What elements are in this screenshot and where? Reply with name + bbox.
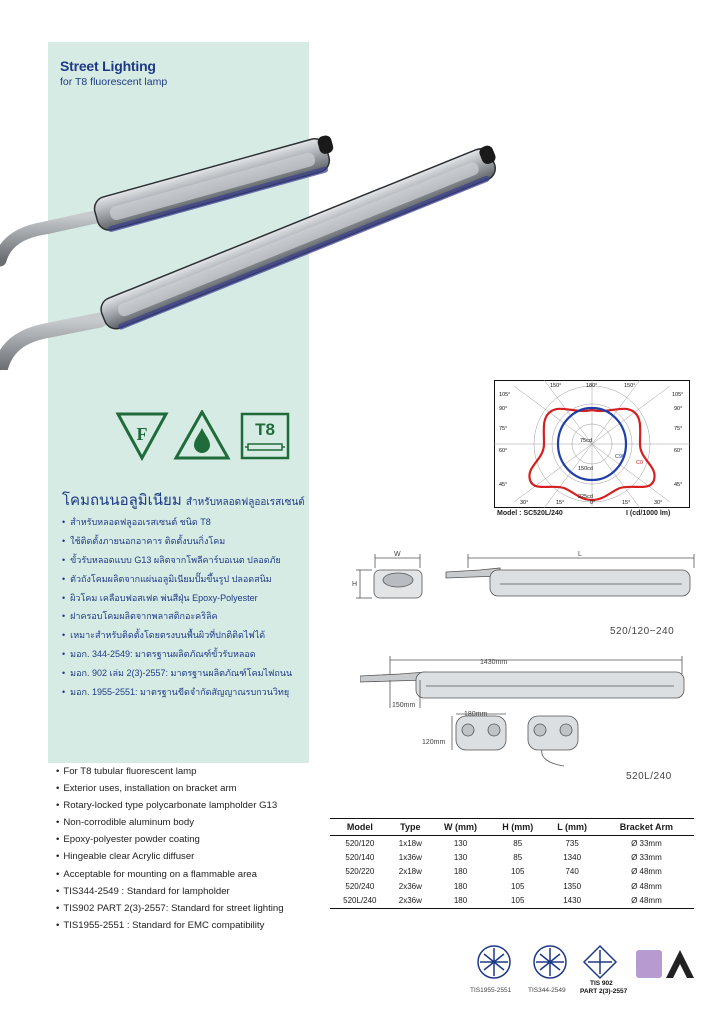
- polar-model-caption: Model : SC520L/240: [497, 510, 563, 517]
- list-item: • ขั้วรับหลอดแบบ G13 ผลิตจากโพลีคาร์บอเนต ปลอดภัย: [62, 554, 292, 573]
- table-row: [330, 865, 694, 879]
- table-cell: Ø 48mm: [631, 881, 662, 891]
- angle-label: 90°: [499, 406, 508, 412]
- angle-label: 90°: [674, 406, 683, 412]
- flammable-surface-icon: [118, 414, 166, 458]
- tis-logo-icon: [534, 946, 566, 978]
- table-cell: 520/140: [345, 853, 375, 863]
- list-item: • Acceptable for mounting on a flammable area: [56, 869, 284, 886]
- dimension-drawing-520l: [360, 652, 690, 770]
- angle-label: 150°: [550, 383, 562, 389]
- table-cell: 740: [565, 867, 579, 877]
- list-item: • TIS902 PART 2(3)-2557: Standard for street lighting: [56, 903, 284, 920]
- table-cell: 1430: [545, 894, 598, 909]
- table-cell: 1x18w: [398, 838, 422, 848]
- list-item: • For T8 tubular fluorescent lamp: [56, 766, 284, 783]
- table-cell: 1x36w: [398, 853, 422, 863]
- angle-label: 105°: [499, 392, 511, 398]
- thai-heading-main: โคมถนนอลูมิเนียม: [62, 492, 182, 509]
- t8-lamp-icon: [242, 414, 288, 458]
- angle-label: 15°: [622, 500, 631, 506]
- tis1955-caption: TIS1955-2551: [470, 987, 512, 994]
- col-header-h: H (mm): [490, 819, 545, 836]
- thai-feature-list: [62, 516, 292, 705]
- list-item: • Exterior uses, installation on bracket arm: [56, 783, 284, 800]
- list-item: • ผิวโคม เคลือบฟอสเฟต พ่นสีฝุ่น Epoxy-Polyester: [62, 592, 292, 611]
- angle-label: 180°: [586, 383, 598, 389]
- col-header-l: L (mm): [545, 819, 598, 836]
- table-cell: 520/240: [345, 881, 375, 891]
- l-dimension-label: L: [578, 551, 582, 558]
- col-header-type: Type: [390, 819, 431, 836]
- table-cell: Ø 33mm: [631, 838, 662, 848]
- table-cell: 1350: [563, 881, 582, 891]
- angle-label: 45°: [499, 482, 508, 488]
- c90-label: C90: [615, 454, 626, 460]
- col-header-model: Model: [330, 819, 390, 836]
- ring-label: 75cd: [580, 438, 592, 444]
- table-header-row: [330, 819, 694, 836]
- angle-label: 60°: [674, 448, 683, 454]
- tis344-caption: TIS344-2549: [528, 987, 566, 994]
- table-cell: 180: [453, 867, 468, 877]
- width-180-label: 180mm: [464, 711, 488, 718]
- standard-logos: [470, 944, 700, 990]
- drip-proof-icon: [176, 412, 228, 458]
- tis-logo-icon: [584, 946, 616, 978]
- h-dimension-label: H: [352, 581, 358, 588]
- ring-label: 225cd: [578, 494, 593, 500]
- list-item: • Hingeable clear Acrylic diffuser: [56, 851, 284, 868]
- table-cell: 130: [453, 853, 468, 863]
- table-cell: 105: [490, 894, 545, 909]
- list-item: • ฝาครอบโคมผลิตจากพลาสติกอะคริลิค: [62, 610, 292, 629]
- t8-label: T8: [255, 420, 275, 439]
- thai-heading: [62, 488, 305, 512]
- list-item: • มอก. 1955-2551: มาตรฐานขีดจำกัดสัญญาณรบกวนวิทยุ: [62, 686, 292, 705]
- list-item: • ตัวถังโคมผลิตจากแผ่นอลูมิเนียมปั๊มขึ้นรูป ปลอดสนิม: [62, 573, 292, 592]
- table-cell: 735: [565, 838, 579, 848]
- w-dimension-label: W: [394, 551, 401, 558]
- list-item: • มอก. 344-2549: มาตรฐานผลิตภัณฑ์ขั้วรับหลอด: [62, 648, 292, 667]
- table-row: [330, 879, 694, 893]
- height-120-label: 120mm: [422, 739, 446, 746]
- table-cell: Ø 48mm: [599, 894, 694, 909]
- col-header-w: W (mm): [431, 819, 490, 836]
- list-item: • TIS1955-2551 : Standard for EMC compatibility: [56, 920, 284, 937]
- table-row: [330, 894, 694, 909]
- list-item: • TIS344-2549 : Standard for lampholder: [56, 886, 284, 903]
- tis902-part-caption: PART 2(3)-2557: [580, 988, 628, 995]
- angle-label: 30°: [654, 500, 663, 506]
- list-item: • Epoxy-polyester powder coating: [56, 834, 284, 851]
- angle-label: 60°: [499, 448, 508, 454]
- spec-table: [330, 818, 694, 909]
- ring-label: 150cd: [578, 466, 593, 472]
- polar-light-distribution-diagram: [494, 380, 690, 508]
- angle-label: 105°: [672, 392, 684, 398]
- table-cell: 1340: [563, 853, 582, 863]
- table-cell: 2x36w: [398, 881, 422, 891]
- english-feature-list: [56, 766, 284, 937]
- length-1430-label: 1430mm: [480, 659, 508, 666]
- f-mark-letter: F: [136, 424, 148, 444]
- table-cell: 520/120: [345, 838, 375, 848]
- polar-unit-caption: I (cd/1000 lm): [626, 510, 671, 517]
- angle-label: 30°: [520, 500, 529, 506]
- col-header-bracket: Bracket Arm: [599, 819, 694, 836]
- tis-logo-icon: [478, 946, 510, 978]
- table-row: [330, 836, 694, 851]
- list-item: • เหมาะสำหรับติดตั้งโดยตรงบนพื้นผิวที่ปกติติดไฟได้: [62, 629, 292, 648]
- page-subtitle: for T8 fluorescent lamp: [60, 76, 168, 88]
- table-cell: 85: [513, 838, 523, 848]
- street-lamps-illustration: [0, 110, 500, 370]
- table-cell: 520L/240: [330, 894, 390, 909]
- angle-label: 15°: [556, 500, 565, 506]
- list-item: • Rotary-locked type polycarbonate lampholder G13: [56, 800, 284, 817]
- angle-label: 45°: [674, 482, 683, 488]
- list-item: • สำหรับหลอดฟลูออเรสเซนต์ ชนิด T8: [62, 516, 292, 535]
- table-cell: 2x36w: [390, 894, 431, 909]
- table-row: [330, 850, 694, 864]
- table-cell: 2x18w: [398, 867, 422, 877]
- table-cell: 105: [511, 867, 525, 877]
- dimension-drawing-520: [350, 548, 700, 624]
- angle-label: 75°: [674, 426, 683, 432]
- angle-label: 75°: [499, 426, 508, 432]
- table-cell: 130: [453, 838, 468, 848]
- tis902-caption: TIS 902: [590, 980, 613, 987]
- drawing-caption-520: 520/120−240: [610, 626, 675, 637]
- cert-marks: [114, 410, 294, 466]
- angle-label: 150°: [624, 383, 636, 389]
- c0-label: C0: [636, 460, 644, 466]
- arm-150-label: 150mm: [392, 702, 416, 709]
- page-title: Street Lighting: [60, 58, 156, 74]
- table-cell: 180: [453, 881, 468, 891]
- list-item: • ใช้ติดตั้งภายนอกอาคาร ติดตั้งบนกิ่งโคม: [62, 535, 292, 554]
- table-cell: 85: [513, 853, 523, 863]
- table-cell: 105: [511, 881, 525, 891]
- table-cell: 520/220: [345, 867, 375, 877]
- drawing-caption-520l: 520L/240: [626, 771, 672, 782]
- partner-logo-icon: [636, 950, 694, 978]
- list-item: • Non-corrodible aluminum body: [56, 817, 284, 834]
- table-cell: Ø 33mm: [631, 853, 662, 863]
- list-item: • มอก. 902 เล่ม 2(3)-2557: มาตรฐานผลิตภัณฑ์โคมไฟถนน: [62, 667, 292, 686]
- angle-label: 0°: [590, 500, 596, 506]
- table-cell: Ø 48mm: [631, 867, 662, 877]
- thai-heading-sub: สำหรับหลอดฟลูออเรสเซนต์: [185, 497, 305, 508]
- table-cell: 180: [431, 894, 490, 909]
